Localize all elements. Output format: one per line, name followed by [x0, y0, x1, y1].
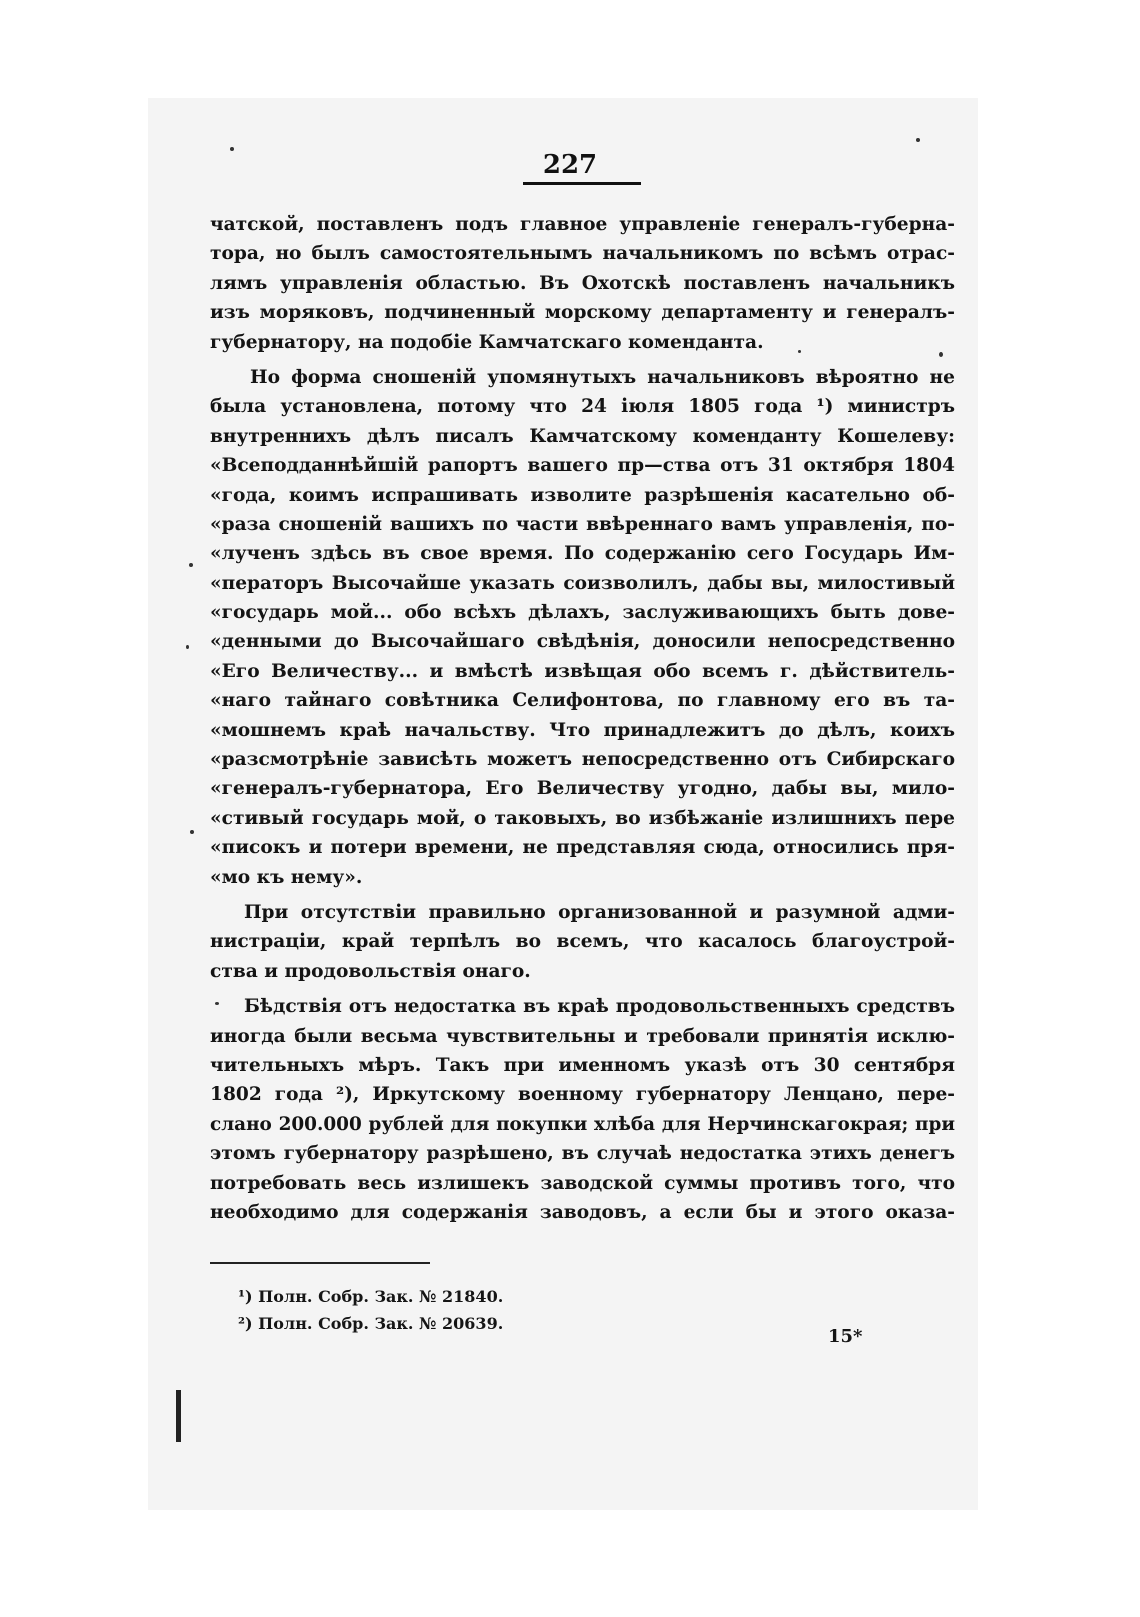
text-line: 1802 года ²), Иркутскому военному губернатору Ленцано, пере-: [210, 1084, 955, 1106]
text-line: была установлена, потому что 24 іюля 1805 года ¹) министръ: [210, 396, 955, 418]
text-line: чатской, поставленъ подъ главное управленіе генералъ-губерна-: [210, 214, 955, 235]
text-line: «наго тайнаго совѣтника Селифонтова, по главному его въ та-: [210, 690, 955, 712]
text-line: изъ моряковъ, подчиненный морскому департаменту и генералъ-: [210, 302, 955, 324]
text-line: «Всеподданнѣйшій рапортъ вашего пр—ства отъ 31 октября 1804: [210, 455, 955, 477]
text-line: «денными до Высочайшаго свѣдѣнія, доносили непосредственно: [210, 631, 955, 653]
footnote-separator: [210, 1262, 430, 1264]
scan-speck: [798, 350, 801, 353]
scan-speck: [190, 830, 194, 834]
footnotes: [238, 1283, 503, 1337]
text-line: Но форма сношеній упомянутыхъ начальниковъ вѣроятно не: [250, 366, 955, 388]
text-line: «генералъ-губернатора, Его Величеству угодно, дабы вы, мило-: [210, 778, 955, 800]
text-line: потребовать весь излишекъ заводской суммы противъ того, что: [210, 1172, 955, 1194]
text-line: чительныхъ мѣръ. Такъ при именномъ указѣ отъ 30 сентября: [210, 1054, 955, 1076]
footnote: ²) Полн. Собр. Зак. № 20639.: [238, 1314, 504, 1333]
text-line: ства и продовольствія онаго.: [210, 960, 531, 982]
text-line: слано 200.000 рублей для покупки хлѣба для Нерчинскагокрая; при: [210, 1113, 955, 1135]
scan-edge-mark: [176, 1390, 181, 1442]
text-line: «ператоръ Высочайше указать соизволилъ, дабы вы, милостивый: [210, 572, 955, 594]
text-line: «стивый государь мой, о таковыхъ, во избѣжаніе излишнихъ пере: [210, 807, 955, 829]
text-line: этомъ губернатору разрѣшено, въ случаѣ недостатка этихъ денегъ: [210, 1143, 955, 1165]
text-line: иногда были весьма чувствительны и требовали принятія исклю-: [210, 1025, 955, 1047]
text-line: «писокъ и потери времени, не представляя сюда, относились пря-: [210, 837, 955, 859]
text-line: «Его Величеству... и вмѣстѣ извѣщая обо всемъ г. дѣйствитель-: [210, 660, 955, 682]
signature-mark: 15*: [828, 1326, 863, 1347]
text-line: При отсутствіи правильно организованной и разумной адми-: [244, 901, 955, 923]
scan-speck: [939, 352, 943, 357]
text-line: «разсмотрѣніе зависѣть можетъ непосредственно отъ Сибирскаго: [210, 749, 955, 771]
scan-speck: [215, 1002, 219, 1005]
text-line: тора, но былъ самостоятельнымъ начальникомъ по всѣмъ отрас-: [210, 243, 955, 265]
page-number-underline: [523, 182, 641, 185]
text-line: «государь мой... обо всѣхъ дѣлахъ, заслуживающихъ быть дове-: [210, 602, 955, 624]
text-line: Бѣдствія отъ недостатка въ краѣ продовольственныхъ средствъ: [244, 996, 955, 1018]
body-text: [210, 210, 955, 1227]
text-line: необходимо для содержанія заводовъ, а если бы и этого оказа-: [210, 1201, 955, 1223]
scan-speck: [916, 138, 920, 142]
text-line: «лученъ здѣсь въ свое время. По содержанію сего Государь Им-: [210, 543, 955, 565]
scan-speck: [189, 563, 193, 567]
text-line: губернатору, на подобіе Камчатскаго коменданта.: [210, 331, 764, 353]
text-line: лямъ управленія областью. Въ Охотскѣ поставленъ начальникъ: [210, 272, 955, 294]
scan-speck: [230, 147, 234, 151]
text-line: «мошнемъ краѣ начальству. Что принадлежитъ до дѣлъ, коихъ: [210, 719, 955, 741]
footnote: ¹) Полн. Собр. Зак. № 21840.: [238, 1287, 504, 1306]
text-line: внутреннихъ дѣлъ писалъ Камчатскому коменданту Кошелеву:: [210, 425, 955, 447]
text-line: «раза сношеній вашихъ по части ввѣреннаго вамъ управленія, по-: [210, 513, 955, 535]
page-number: 227: [542, 150, 598, 180]
text-line: «года, коимъ испрашивать изволите разрѣшенія касательно об-: [210, 484, 955, 506]
text-line: нистраціи, край терпѣлъ во всемъ, что касалось благоустрой-: [210, 931, 955, 953]
scan-speck: [186, 645, 189, 649]
text-line: «мо къ нему».: [210, 866, 363, 888]
